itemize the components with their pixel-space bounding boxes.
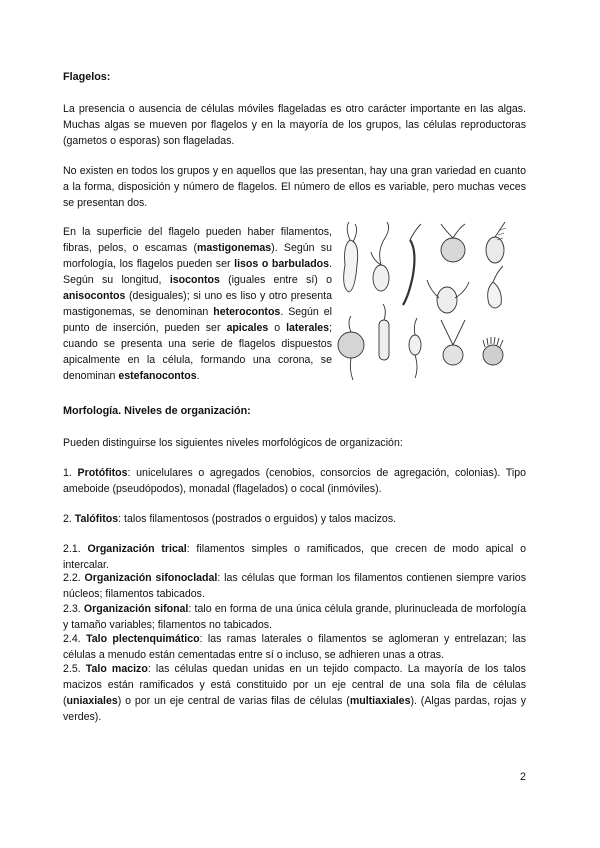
term-organizacion-sifonocladal: Organización sifonocladal xyxy=(84,572,218,584)
term-uniaxiales: uniaxiales xyxy=(66,695,118,707)
item-text: : talo en forma de una única célula grande, plurinucleada de morfología y tamaño variables; filamentos no tabicados. xyxy=(63,603,526,631)
heading-flagelos: Flagelos: xyxy=(63,71,111,83)
cell-round-large xyxy=(338,316,364,380)
term-lisos-barbulados: lisos o barbulados xyxy=(234,258,330,270)
flagella-types-illustration xyxy=(335,220,510,385)
text-run: (desiguales); si uno es liso y otro presenta mastigonemas, se denominan xyxy=(63,290,332,318)
term-talo-macizo: Talo macizo xyxy=(85,663,148,675)
text-run: . Según su longitud, xyxy=(63,258,332,286)
item-number: 1. xyxy=(63,467,78,479)
item-number: 2.2. xyxy=(63,572,85,584)
item-text: : las células quedan unidas en un tejido compacto. La mayoría de los talos macizos están ramificados y está constituido por un eje central de una sola fila de células ( xyxy=(63,663,526,707)
cell-crown-flagella xyxy=(483,337,503,365)
cell-round-apical xyxy=(441,224,465,262)
cell-long-flagellum xyxy=(371,222,389,291)
item-text: : filamentos simples o ramificados, que crecen de modo apical o intercalar. xyxy=(63,543,526,571)
text-run: . xyxy=(196,370,200,382)
list-item-sifonal xyxy=(63,601,526,633)
heading-morfologia: Morfología. Niveles de organización: xyxy=(63,405,251,417)
item-text: : unicelulares o agregados (cenobios, consorcios de agregación, colonias). Tipo ameboide (pseudópodos), monadal (flagelados) o cocal (inmóviles). xyxy=(63,467,527,495)
list-item-talo-macizo xyxy=(63,661,526,725)
paragraph-flagelos-numero: No existen en todos los grupos y en aquellos que las presentan, hay una gran variedad en cuanto a la forma, disposición y número de flagelos. El número de ellos es variable, pero muchas veces se presentan dos. xyxy=(63,165,526,209)
item-number: 2.3. xyxy=(63,603,84,615)
term-talofitos: Talófitos xyxy=(74,513,119,525)
page-number: 2 xyxy=(520,771,526,783)
cell-rod xyxy=(379,304,389,360)
item-number: 2.4. xyxy=(63,633,87,645)
term-estefanocontos: estefanocontos xyxy=(118,370,197,382)
term-mastigonemas: mastigonemas xyxy=(196,242,272,254)
item-text: : talos filamentosos (postrados o erguidos) y talos macizos. xyxy=(118,513,397,525)
cell-lateral-flagella xyxy=(427,280,469,313)
text-run: ; cuando se presenta una serie de flagelos dispuestos apicalmente en la célula, formando una corona, se denominan xyxy=(63,322,333,382)
item-number: 2. xyxy=(63,513,75,525)
item-text: : las ramas laterales o filamentos se aglomeran y entrelazan; las células a menudo están cementadas entre sí o incluso, se adhieren unas a otras. xyxy=(63,633,526,661)
list-item-sifonocladal xyxy=(63,570,526,602)
paragraph-niveles-intro: Pueden distinguirse los siguientes niveles morfológicos de organización: xyxy=(63,437,403,449)
cell-oval-mastigoneme xyxy=(486,222,506,263)
text-run: o xyxy=(268,322,287,334)
list-item-plectenquimatico xyxy=(63,631,526,663)
list-item-trical xyxy=(63,541,526,573)
term-organizacion-trical: Organización trical xyxy=(87,543,187,555)
term-laterales: laterales xyxy=(286,322,330,334)
list-item-protofitos xyxy=(63,465,526,497)
term-talo-plectenquimatico: Talo plectenquimático xyxy=(86,633,200,645)
term-multiaxiales: multiaxiales xyxy=(349,695,411,707)
item-text: ). (Algas pardas, rojas y verdes). xyxy=(63,695,526,723)
paragraph-flagelos-intro: La presencia o ausencia de células móviles flageladas es otro carácter importante en las algas. Muchas algas se mueven por flagelos y en la mayoría de los grupos, las células reproductoras (gametos o esporas) son flageladas. xyxy=(63,103,526,147)
text-run: En la superficie del flagelo pueden haber filamentos, fibras, pelos, o escamas ( xyxy=(63,226,332,254)
term-apicales: apicales xyxy=(226,322,269,334)
item-number: 2.1. xyxy=(63,543,88,555)
term-organizacion-sifonal: Organización sifonal xyxy=(83,603,189,615)
item-number: 2.5. xyxy=(63,663,86,675)
list-item-talofitos xyxy=(63,511,526,527)
term-heterocontos: heterocontos xyxy=(213,306,281,318)
cell-elongated xyxy=(403,224,421,305)
term-anisocontos: anisocontos xyxy=(63,290,126,302)
term-protofitos: Protófitos xyxy=(77,467,128,479)
cell-small-oval xyxy=(409,318,421,378)
item-text: : las células que forman los filamentos contienen siempre varios núcleos; filamentos tabicados. xyxy=(63,572,526,600)
cell-pear-small xyxy=(488,266,503,308)
cell-biflagellate-v xyxy=(441,320,465,365)
cell-pear-flagellate xyxy=(344,222,358,292)
item-text: ) o por un eje central de varias filas de células ( xyxy=(117,695,350,707)
text-run: ). Según su morfología, los flagelos pueden ser xyxy=(63,242,332,270)
text-run: (iguales entre sí) o xyxy=(219,274,332,286)
text-run: . Según el punto de inserción, pueden ser xyxy=(63,306,332,334)
term-isocontos: isocontos xyxy=(169,274,220,286)
paragraph-flagelos-tipos xyxy=(63,224,332,384)
